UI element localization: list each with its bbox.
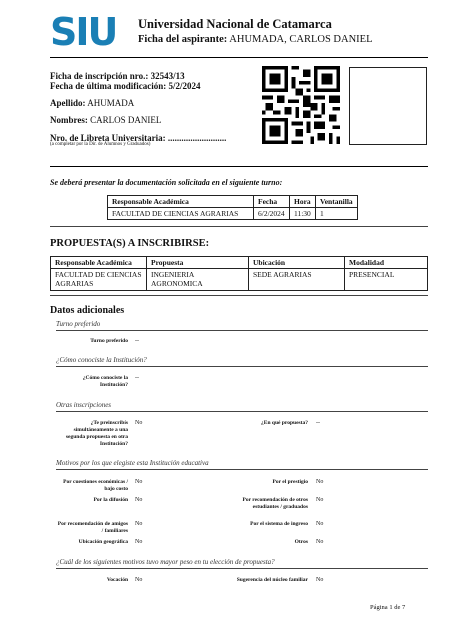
table-row — [108, 208, 358, 220]
propuestas-divider — [50, 295, 428, 296]
section-motivos: Motivos por los que elegiste esta Institución educativa — [56, 459, 209, 467]
field-label: Por el sistema de ingreso — [250, 521, 308, 527]
field-label: Por recomendación de amigos / familiares — [57, 521, 128, 534]
nombres-label: Nombres: — [50, 115, 88, 125]
section-conociste: ¿Cómo conociste la Institución? — [56, 356, 147, 364]
field-label: Por recomendación de otros estudiantes / graduados — [242, 497, 308, 510]
field-label: Sugerencia del núcleo familiar — [236, 577, 308, 583]
table-header: Ventanilla — [316, 196, 358, 208]
siu-logo — [50, 14, 128, 48]
table-row — [51, 269, 428, 291]
apellido-label: Apellido: — [50, 98, 86, 108]
field-value: -- — [135, 375, 139, 381]
fiche-value: AHUMADA, CARLOS DANIEL — [229, 34, 373, 45]
section-divider — [56, 469, 428, 470]
table-header: Modalidad — [345, 257, 428, 269]
field-label: ¿Cómo conociste la Institución? — [82, 375, 128, 388]
field-value: No — [135, 479, 143, 485]
photo-placeholder — [349, 67, 427, 145]
section-divider — [56, 366, 428, 367]
field-value: No — [135, 497, 143, 503]
section-peso: ¿Cuál de los siguientes motivos tuvo mayor peso en tu elección de propuesta? — [56, 558, 275, 566]
table-cell: PRESENCIAL — [345, 269, 428, 291]
section-divider — [56, 330, 428, 331]
logo-text: SIU — [50, 14, 117, 48]
field-value: -- — [135, 338, 139, 344]
datos-title: Datos adicionales — [50, 305, 125, 316]
field-label: Por el prestigio — [272, 479, 308, 485]
table-header: Hora — [290, 196, 316, 208]
table-cell: 1 — [316, 208, 358, 220]
field-value: -- — [316, 420, 320, 426]
turno-table — [107, 195, 358, 220]
field-value: No — [316, 497, 324, 503]
last-modified: Fecha de última modificación: 5/2/2024 — [50, 81, 201, 91]
fiche-line — [138, 34, 373, 45]
field-label: Ubicación geográfica — [78, 539, 128, 545]
inscripcion-number: Ficha de inscripción nro.: 32543/13 — [50, 71, 185, 81]
field-value: No — [135, 577, 143, 583]
field-value: No — [135, 420, 143, 426]
field-label: Por la difusión — [93, 497, 128, 503]
field-value: No — [316, 521, 324, 527]
table-header: Responsable Académica — [108, 196, 254, 208]
field-label: Otros — [294, 539, 308, 545]
table-cell: 6/2/2024 — [254, 208, 290, 220]
field-label: Turno preferido — [90, 338, 128, 344]
qr-code-image — [262, 66, 340, 144]
table-header: Responsable Académica — [51, 257, 147, 269]
field-label: Por cuestiones económicas / bajo costo — [63, 479, 128, 492]
table-cell: FACULTAD DE CIENCIAS AGRARIAS — [51, 269, 147, 291]
section-turno-preferido: Turno preferido — [56, 320, 101, 328]
table-header: Fecha — [254, 196, 290, 208]
table-cell: INGENIERIA AGRONOMICA — [147, 269, 249, 291]
field-value: No — [135, 521, 143, 527]
table-cell: FACULTAD DE CIENCIAS AGRARIAS — [108, 208, 254, 220]
header-divider — [50, 57, 428, 58]
info-divider — [50, 166, 428, 167]
field-value: No — [316, 539, 324, 545]
page-number: Página 1 de 7 — [370, 604, 406, 611]
table-header-row — [108, 196, 358, 208]
fiche-label: Ficha del aspirante: — [138, 34, 228, 45]
table-header: Propuesta — [147, 257, 249, 269]
turno-divider — [50, 226, 428, 227]
field-value: No — [135, 539, 143, 545]
university-name: Universidad Nacional de Catamarca — [138, 17, 332, 31]
field-value: No — [316, 479, 324, 485]
section-otras-inscripciones: Otras inscripciones — [56, 401, 112, 409]
field-label: Vocación — [106, 577, 128, 583]
table-header-row — [51, 257, 428, 269]
field-label: ¿Te preinscribís simultáneamente a una segunda propuesta en otra Institución? — [65, 420, 128, 447]
propuestas-title: PROPUESTA(S) A INSCRIBIRSE: — [50, 238, 210, 249]
table-cell: 11:30 — [290, 208, 316, 220]
libreta-note: (a completar por la Dir. de Alumnos y Graduados) — [50, 142, 151, 147]
nombres-value: CARLOS DANIEL — [90, 115, 162, 125]
field-value: No — [316, 577, 324, 583]
nombres-row — [50, 115, 161, 125]
field-label: ¿En qué propuesta? — [261, 420, 308, 426]
section-divider — [56, 411, 428, 412]
apellido-row — [50, 98, 134, 108]
turno-title: Se deberá presentar la documentación solicitada en el siguiente turno: — [50, 178, 283, 187]
table-header: Ubicación — [249, 257, 345, 269]
propuestas-table — [50, 256, 428, 291]
section-divider — [56, 568, 428, 569]
libreta-label: Nro. de Libreta Universitaria: .......................... — [50, 133, 227, 143]
apellido-value: AHUMADA — [87, 98, 135, 108]
table-cell: SEDE AGRARIAS — [249, 269, 345, 291]
